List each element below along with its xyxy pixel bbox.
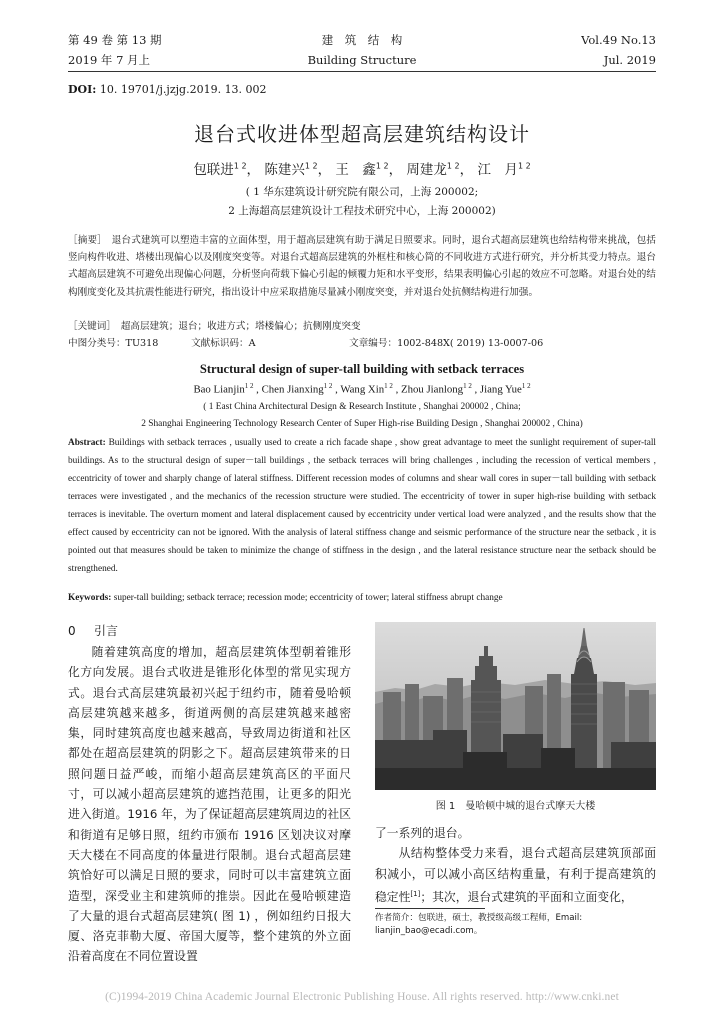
author-name-en: Chen Jianxing (261, 383, 324, 396)
affiliation-cn-1: ( 1 华东建筑设计研究院有限公司，上海 200002; (245, 186, 479, 198)
issue-date: 2019 年 7 月上 (68, 53, 151, 67)
section-heading (68, 622, 118, 639)
keywords-en-label: Keywords: (68, 593, 112, 603)
doi-line (68, 83, 267, 96)
abstract-cn: ［摘要］ 退台式建筑可以塑造丰富的立面体型，用于超高层建筑有助于满足日照要求。同时，退台式超高层建筑也给结构带来挑战，包括竖向构件收进、塔楼出现偏心以及刚度突变等。对退台式超高层建筑的外框柱和核心筒的不同收进方式进行研究，并分析其受力特点。退台式超高层建筑不可避免出现偏心问题，分析竖向荷载下偏心引起的倾覆力矩和水平变形，结果表明偏心引起的效应不可忽略。对退台处的结构刚度变化及其抗震性能进行研究，指出设计中应采取措施尽量减小刚度突变，并对退台处抗侧结构进行加强。 (68, 235, 656, 298)
author-name: 包联进 (193, 162, 234, 178)
author-affiliation-mark: 1 2 (446, 161, 460, 171)
author-name-en: Bao Lianjin (193, 383, 245, 396)
journal-volume-header (581, 30, 656, 70)
body-paragraph (375, 843, 656, 907)
classification-line (68, 335, 656, 352)
author-separator: ， (317, 162, 332, 178)
volume-date: Jul. 2019 (603, 53, 656, 67)
body-text: ；其次，退台式建筑的平面和立面变化， (420, 889, 633, 904)
affiliation-cn-2: 2 上海超高层建筑设计工程技术研究中心，上海 200002) (228, 205, 496, 217)
author-name-en: Jiang Yue (479, 383, 522, 396)
body-text: 从结构整体受力来看，退台式超高层建筑顶部面积减小，可以减小高区结构重量，有利于提高建筑的稳定性 (375, 846, 656, 904)
author-affiliation-mark: 1 2 (244, 382, 254, 390)
body-column-left (68, 642, 351, 967)
citation-ref: [1] (410, 889, 421, 898)
author-affiliation-mark: 1 2 (517, 161, 531, 171)
keywords-en-text: super-tall building; setback terrace; recession mode; eccentricity of tower; lateral stiffness abrupt change (111, 593, 503, 603)
header-divider (68, 71, 656, 72)
journal-name-en: Building Structure (307, 53, 417, 67)
author-affiliation-mark: 1 2 (521, 382, 531, 390)
affiliation-en-2: 2 Shanghai Engineering Technology Research Center of Super High-rise Building Design , Shanghai 200002 , China) (141, 419, 583, 429)
author-name: 陈建兴 (264, 162, 305, 178)
affiliation-en-1: ( 1 East China Architectural Design & Research Institute , Shanghai 200002 , China; (203, 402, 521, 412)
paper-title-en: Structural design of super-tall building with setback terraces (199, 362, 525, 376)
author-footnote: 作者简介：包联进，硕士，教授级高级工程师，Email: lianjin_bao@ecadi.com。 (375, 913, 583, 936)
keywords-cn: ［关键词］ 超高层建筑；退台；收进方式；塔楼偏心；抗侧刚度突变 (68, 321, 361, 332)
doi-label: DOI: (68, 83, 97, 96)
author-affiliation-mark: 1 2 (304, 161, 318, 171)
author-name-en: Wang Xin (340, 383, 385, 396)
body-paragraph: 随着建筑高度的增加，超高层建筑体型朝着锥形化方向发展。退台式收进是锥形化体型的常见实现方式。退台式高层建筑最初兴起于纽约市，随着曼哈顿高层建筑越来越多，街道两侧的高层建筑越来越密集，同时建筑高度也越来越高，导致周边街道和社区都处在超高层建筑的阴影之下。超高层建筑带来的日照问题日益严峻，而缩小超高层建筑高区的平面尺寸，可以减小超高层建筑的遮挡范围，让更多的阳光进入街道。1916 年，为了保证超高层建筑周边的社区和街道有足够日照，纽约市颁布 1916 区划决议对摩天大楼在不同高度的体量进行限制。退台式超高层建筑恰好可以满足日照的要求，同时可以丰富建筑立面造型，深受业主和建筑师的推崇。因此在曼哈顿建造了大量的退台式超高层建筑( 图 1) ，例如纽约日报大厦、洛克菲勒大厦、帝国大厦等，整个建筑的外立面沿着高度在不同位置设置 (68, 645, 351, 964)
volume-number: Vol.49 No.13 (581, 33, 656, 47)
footnote-divider (375, 908, 485, 909)
author-separator: , (392, 383, 401, 396)
keywords-en (68, 593, 656, 603)
author-separator: , (253, 383, 262, 396)
figure-manhattan-skyline (375, 622, 656, 790)
author-name-en: Zhou Jianlong (400, 383, 464, 396)
skyline-photo (375, 622, 656, 790)
abstract-en-label: Abstract: (68, 438, 106, 448)
abstract-en (68, 434, 656, 578)
paper-title-cn: 退台式收进体型超高层建筑结构设计 (194, 122, 530, 146)
body-column-right (375, 823, 656, 907)
author-affiliation-mark: 1 2 (375, 161, 389, 171)
author-list-cn (0, 158, 724, 178)
issue-volume: 第 49 卷 第 13 期 (68, 33, 162, 47)
author-name: 江 月 (477, 162, 518, 178)
author-affiliation-mark: 1 2 (384, 382, 393, 390)
abstract-en-text: Buildings with setback terraces , usually used to create a rich facade shape , show great advantage to meet the sunlight requirement of super-tall buildings. As to the structural design of super－tall buildings , the setback terraces will bring challenges , including the recession of vertical members , eccentricity of tower and sharply change of lateral stiffness. Different recession modes of columns and shear wall cores in super－tall building with setback terraces were investigated , and the mechanics of the recession structure were studied. The eccentricity of tower in super high-rise building with setback terraces is inevitable. The overturn moment and lateral displacement caused by eccentricity under vertical load were analyzed , and the results show that the effect caused by eccentricity can not be ignored. With the analysis of lateral stiffness change and seismic performance of the structure near the setback , it is pointed out that measures should be taken to minimize the change of stiffness in the design , and the lateral resistance structure near the setback should be strengthened. (68, 438, 656, 574)
clc-number: 中图分类号：TU318 (68, 338, 159, 349)
author-separator: ， (459, 162, 474, 178)
author-affiliation-mark: 1 2 (323, 382, 333, 390)
author-separator: , (332, 383, 341, 396)
author-list-en (0, 382, 724, 396)
journal-name-cn: 建 筑 结 构 (321, 33, 403, 47)
author-name: 王 鑫 (335, 162, 376, 178)
figure-caption: 图 1 曼哈顿中城的退台式摩天大楼 (435, 801, 596, 812)
body-paragraph-continued: 了一系列的退台。 (375, 826, 470, 840)
article-number: 文章编号：1002-848X( 2019) 13-0007-06 (349, 338, 544, 349)
author-affiliation-mark: 1 2 (463, 382, 472, 390)
copyright-watermark: (C)1994-2019 China Academic Journal Electronic Publishing House. All rights reserved. http://www.cnki.net (105, 991, 619, 1003)
doi-value: 10. 19701/j.jzjg.2019. 13. 002 (96, 83, 267, 96)
author-name: 周建龙 (406, 162, 447, 178)
author-affiliation-mark: 1 2 (233, 161, 247, 171)
section-number: 0 (68, 624, 76, 638)
author-separator: ， (246, 162, 261, 178)
section-title: 引言 (94, 624, 119, 638)
author-separator: ， (388, 162, 403, 178)
author-separator: , (471, 383, 480, 396)
document-code: 文献标识码：A (191, 338, 256, 349)
